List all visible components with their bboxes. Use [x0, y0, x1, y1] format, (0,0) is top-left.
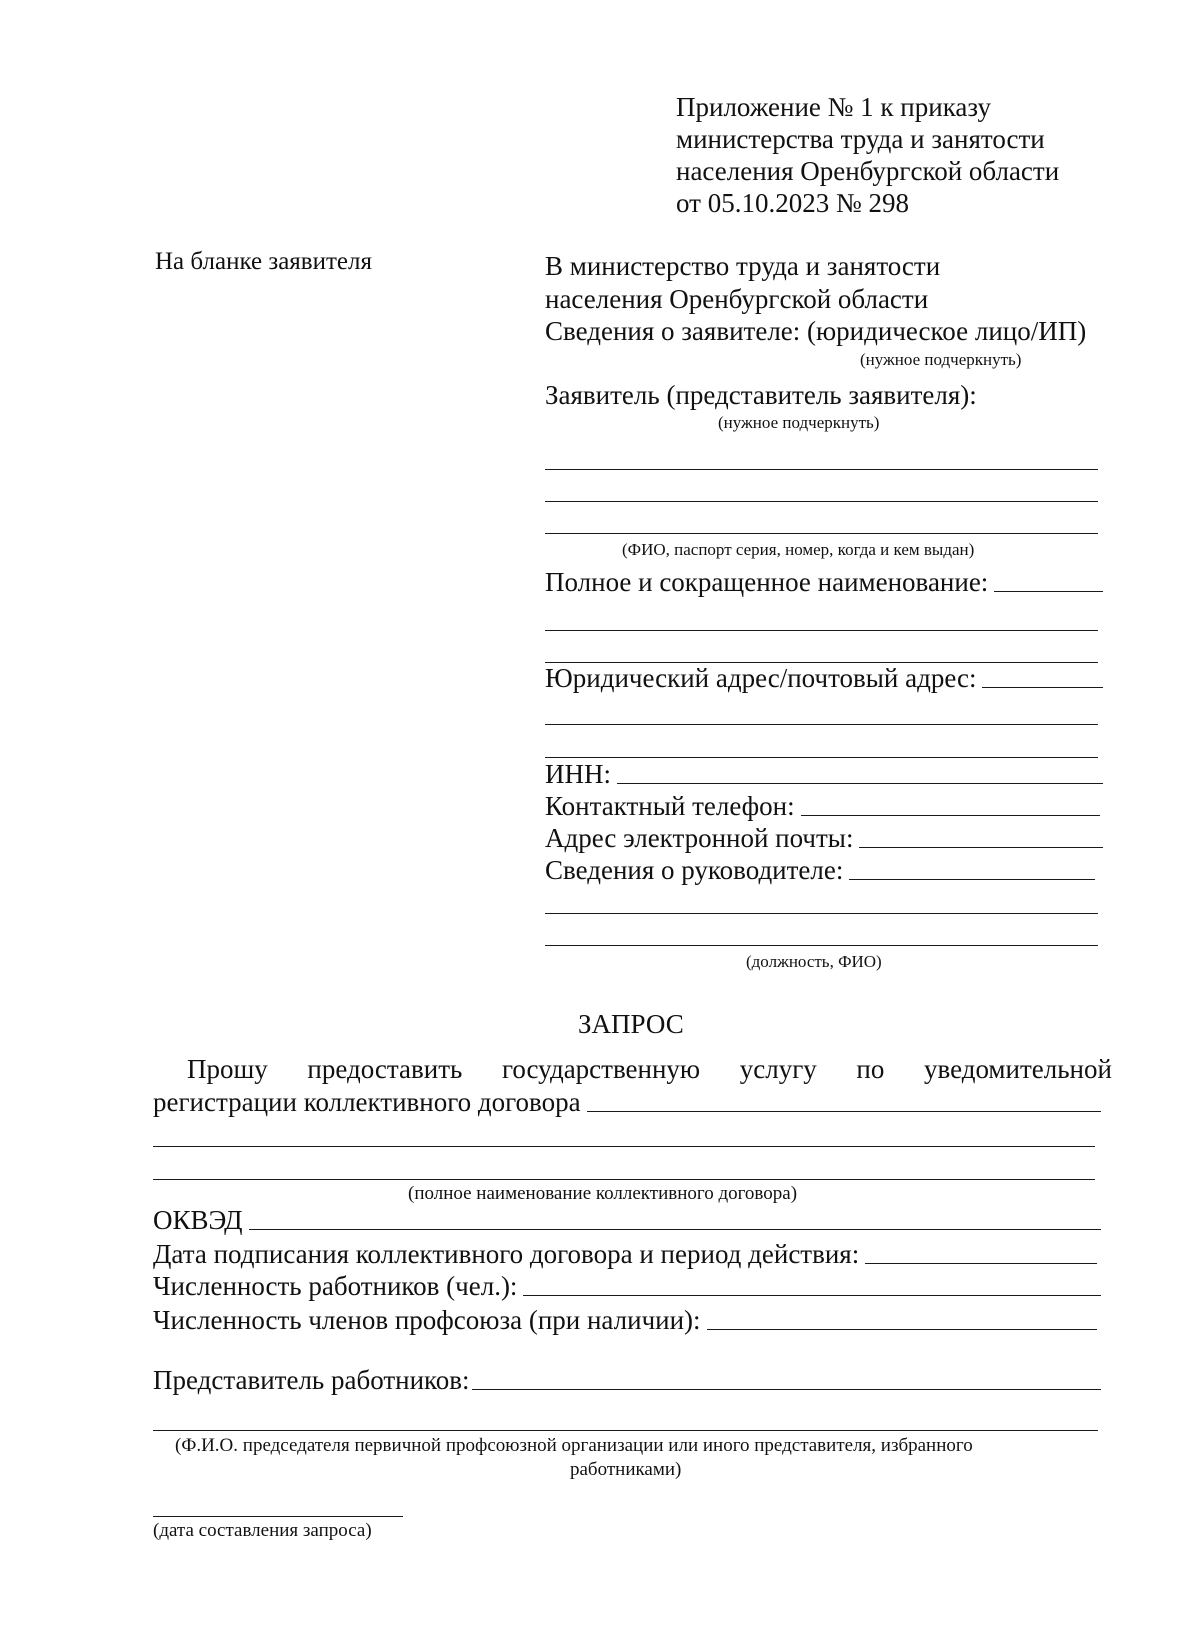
applicant-line-2[interactable] — [545, 501, 1098, 502]
head-input-line[interactable] — [849, 879, 1095, 880]
para-word: по — [856, 1054, 885, 1084]
address-line-2[interactable] — [545, 724, 1098, 725]
contract-name-hint: (полное наименование коллективного договора) — [408, 1183, 798, 1204]
head-line-2[interactable] — [545, 913, 1098, 914]
para-word: Прошу — [187, 1054, 268, 1084]
appendix-line-4: от 05.10.2023 № 298 — [676, 188, 909, 218]
employees-input-line[interactable] — [523, 1295, 1101, 1296]
representative-field — [153, 1364, 1101, 1396]
employees-field — [153, 1270, 1101, 1302]
representative-hint-1: (Ф.И.О. председателя первичной профсоюзной организации или иного представителя, избранного — [175, 1435, 973, 1456]
email-field — [545, 822, 1103, 854]
request-paragraph-line-2: регистрации коллективного договора — [153, 1087, 581, 1117]
request-date-line[interactable] — [153, 1516, 403, 1517]
applicant-type-label: Сведения о заявителе: (юридическое лицо/ИП) — [545, 316, 1087, 346]
appendix-line-1: Приложение № 1 к приказу — [676, 92, 991, 122]
para-word: уведомительной — [923, 1054, 1112, 1084]
contract-name-field — [153, 1086, 1101, 1118]
sign-date-label: Дата подписания коллективного договора и период действия: — [153, 1239, 860, 1269]
union-members-label: Численность членов профсоюза (при наличии): — [153, 1305, 701, 1335]
okved-field — [153, 1204, 1101, 1236]
email-label: Адрес электронной почты: — [545, 823, 854, 853]
addressee-line-2: населения Оренбургской области — [545, 284, 929, 314]
inn-input-line[interactable] — [617, 783, 1103, 784]
sign-date-input-line[interactable] — [865, 1263, 1097, 1264]
phone-label: Контактный телефон: — [545, 791, 795, 821]
request-paragraph-line-1 — [187, 1053, 1112, 1085]
head-hint: (должность, ФИО) — [746, 952, 882, 971]
head-line-3[interactable] — [545, 945, 1098, 946]
inn-label: ИНН: — [545, 759, 611, 789]
para-word: услугу — [739, 1054, 817, 1084]
phone-field — [545, 790, 1100, 822]
underline-hint-2: (нужное подчеркнуть) — [718, 413, 880, 432]
para-word: предоставить — [307, 1054, 463, 1084]
contract-name-input-line[interactable] — [587, 1111, 1101, 1112]
applicant-line-3[interactable] — [545, 533, 1098, 534]
head-field — [545, 854, 1095, 886]
okved-label: ОКВЭД — [153, 1205, 243, 1235]
appendix-line-3: населения Оренбургской области — [676, 156, 1060, 186]
full-name-field — [545, 566, 1103, 598]
inn-field — [545, 758, 1103, 790]
applicant-line-1[interactable] — [545, 469, 1098, 470]
union-members-input-line[interactable] — [707, 1329, 1097, 1330]
representative-line-2[interactable] — [153, 1430, 1098, 1431]
phone-input-line[interactable] — [801, 815, 1100, 816]
union-members-field — [153, 1304, 1097, 1336]
sign-date-field — [153, 1238, 1097, 1270]
okved-input-line[interactable] — [249, 1229, 1102, 1230]
full-name-label: Полное и сокращенное наименование: — [545, 567, 989, 597]
applicant-label: Заявитель (представитель заявителя): — [545, 380, 977, 410]
contract-name-line-2[interactable] — [153, 1146, 1095, 1147]
email-input-line[interactable] — [859, 847, 1103, 848]
fio-hint: (ФИО, паспорт серия, номер, когда и кем выдан) — [622, 540, 975, 559]
full-name-line-2[interactable] — [545, 630, 1098, 631]
contract-name-line-3[interactable] — [153, 1179, 1095, 1180]
head-label: Сведения о руководителе: — [545, 855, 844, 885]
address-label: Юридический адрес/почтовый адрес: — [545, 663, 977, 693]
addressee-line-1: В министерство труда и занятости — [545, 251, 941, 281]
underline-hint-1: (нужное подчеркнуть) — [860, 350, 1022, 369]
address-input-line[interactable] — [982, 687, 1103, 688]
request-title: ЗАПРОС — [578, 1009, 684, 1039]
para-word: государственную — [501, 1054, 701, 1084]
representative-hint-2: работниками) — [570, 1459, 682, 1480]
representative-label: Представитель работников: — [153, 1365, 470, 1395]
employees-label: Численность работников (чел.): — [153, 1271, 518, 1301]
request-date-hint: (дата составления запроса) — [153, 1520, 372, 1541]
letterhead-note: На бланке заявителя — [155, 248, 372, 275]
appendix-line-2: министерства труда и занятости — [676, 124, 1045, 154]
address-field — [545, 662, 1103, 694]
representative-input-line[interactable] — [472, 1389, 1101, 1390]
full-name-input-line[interactable] — [994, 591, 1103, 592]
